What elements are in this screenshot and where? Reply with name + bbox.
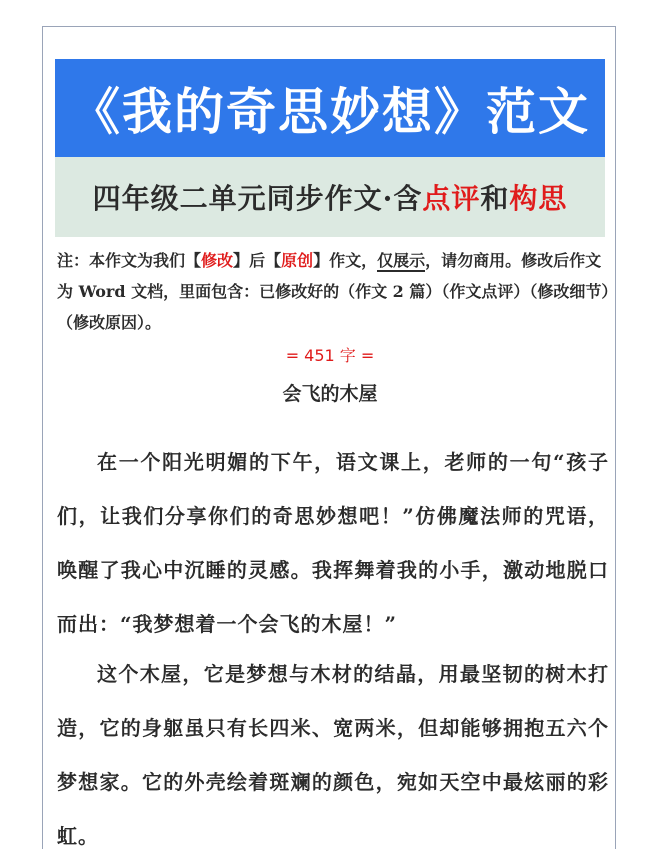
note-text-1: 注：本作文为我们	[57, 251, 186, 270]
subtitle-highlight-concept: 构思	[509, 182, 568, 215]
note-bracket: 【	[185, 251, 202, 270]
note-bracket: 】	[233, 251, 250, 270]
note-underlined-display-only: 仅展示	[377, 251, 426, 270]
document-title: 《我的奇思妙想》范文	[70, 82, 590, 141]
note-highlight-original: 原创	[281, 251, 314, 270]
essay-paragraph: 这个木屋，它是梦想与木材的结晶，用最坚韧的树木打造，它的身躯虽只有长四米、宽两米，但却能够拥抱五六个梦想家。它的外壳绘着斑斓的颜色，宛如天空中最炫丽的彩虹。	[57, 662, 609, 848]
note-text-4: ，请勿商用。修改后作文为 Word 文档，里面包含：已修改好的（作文 2 篇）（作文点评）（修改细节）（修改原因）。	[57, 251, 610, 332]
subtitle-prefix: 四年级二单元同步作文·含	[92, 182, 423, 215]
subtitle-highlight-review: 点评	[422, 182, 481, 215]
subtitle-banner	[55, 157, 605, 237]
subtitle-conjunction: 和	[480, 182, 510, 215]
usage-note	[57, 245, 613, 338]
essay-paragraph: 在一个阳光明媚的下午，语文课上，老师的一句“孩子们，让我们分享你们的奇思妙想吧！”仿佛魔法师的咒语，唤醒了我心中沉睡的灵感。我挥舞着我的小手，激动地脱口而出：“我梦想着一个会飞的木屋！”	[57, 450, 609, 636]
note-bracket: 】	[313, 251, 330, 270]
note-text-2: 后	[249, 251, 266, 270]
note-text-3: 作文，	[329, 251, 378, 270]
essay-title: 会飞的木屋	[282, 383, 378, 405]
note-highlight-modified: 修改	[201, 251, 234, 270]
title-banner	[55, 59, 605, 157]
word-count: = 451 字 =	[285, 346, 375, 365]
document-page	[42, 26, 616, 849]
note-bracket: 【	[265, 251, 282, 270]
